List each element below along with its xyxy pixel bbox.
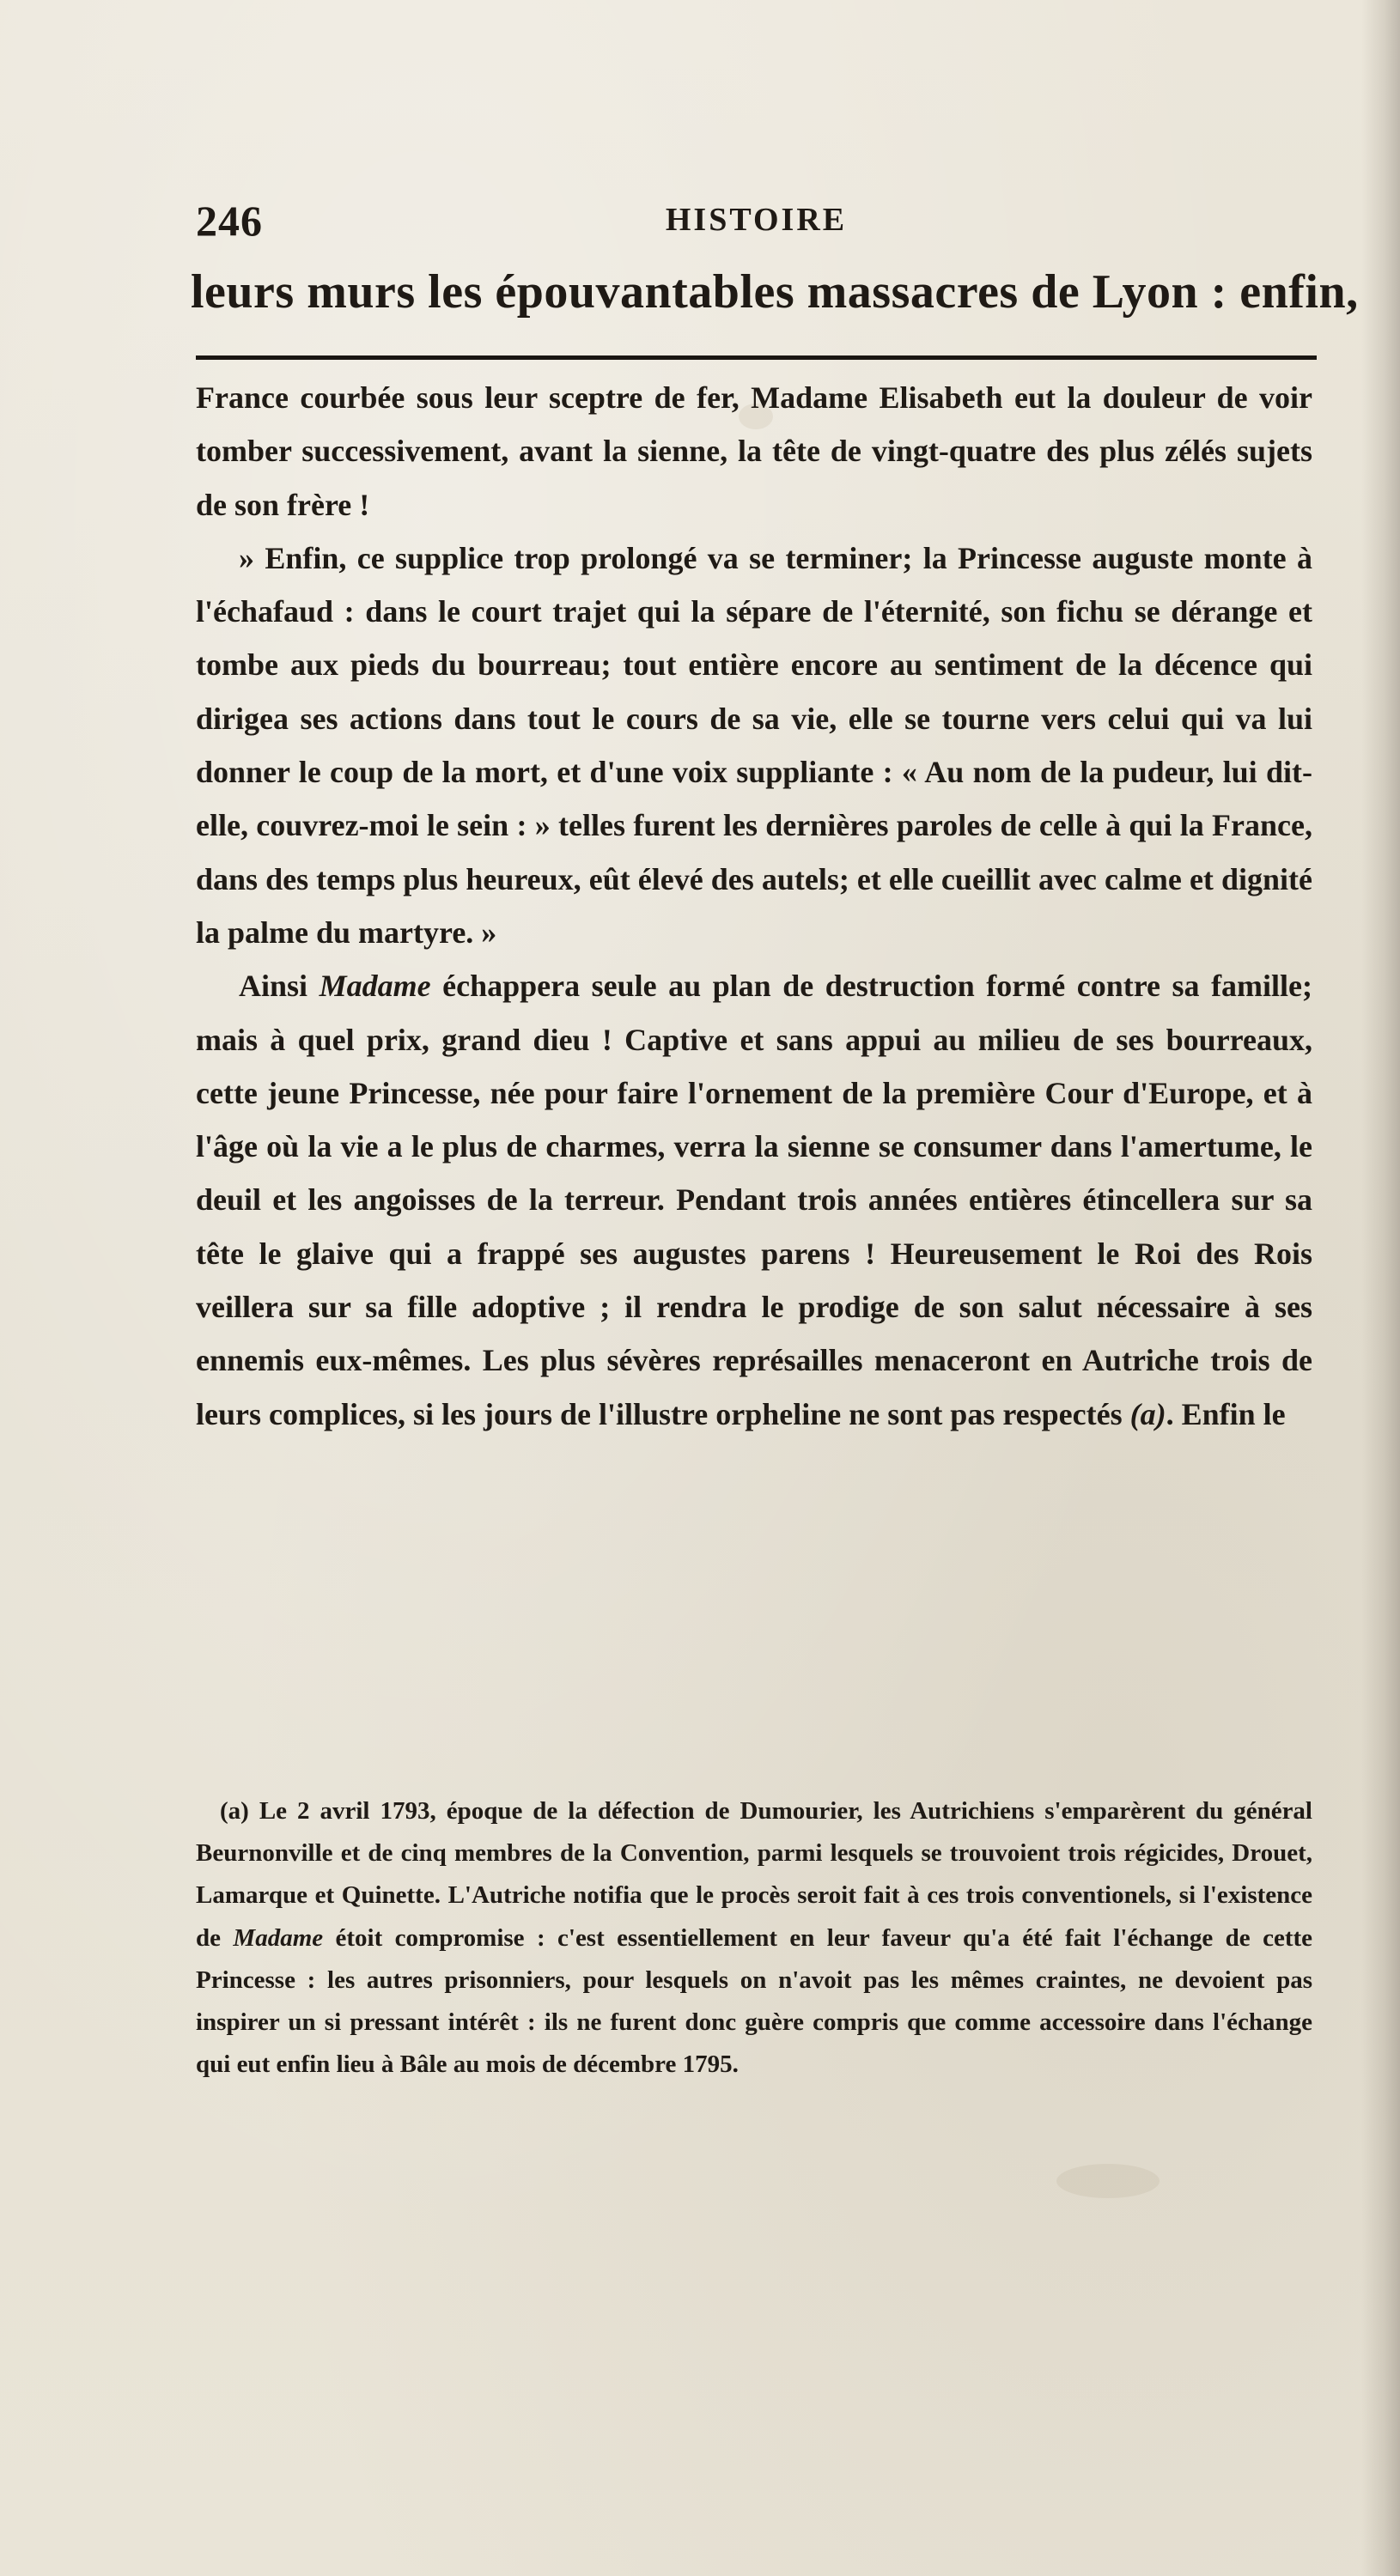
main-text — [196, 371, 1312, 1441]
page-number: 246 — [196, 197, 263, 245]
footnote-marker: (a) — [220, 1797, 249, 1825]
footnote-reference: (a) — [1129, 1396, 1166, 1431]
footnote-text: étoit compromise : c'est essentiellement en leur faveur qu'a été fait l'échange de cette Princesse : les autres prisonniers, pour lesquels on n'avoit pas les mêmes craintes, ne devoient pas inspirer un si pressant intérêt : ils ne furent donc guère compris que comme accessoire dans l'échange qui eut enfin lieu à Bâle au mois de décembre 1795. — [196, 1923, 1313, 2079]
italic-name: Madame — [319, 969, 431, 1004]
paragraph-text: échappera seule au plan de destruction formé contre sa famille; mais à quel prix, grand dieu ! Captive et sans appui au milieu de ses bourreaux, cette jeune Princesse, née pour faire l'ornement de la première Cour d'Europe, et à l'âge où la vie a le plus de charmes, verra la sienne se consumer dans l'amertume, le deuil et les angoisses de la terreur. Pendant trois années entières étincellera sur sa tête le glaive qui a frappé ses augustes parens ! Heureusement le Roi des Rois veillera sur sa fille adoptive ; il rendra le prodige de son salut nécessaire à ses ennemis eux-mêmes. Les plus sévères représailles menaceront en Autriche trois de leurs complices, si les jours de l'illustre orpheline ne sont pas respectés — [196, 969, 1313, 1431]
footnote — [196, 1790, 1312, 2086]
paragraph-text: Ainsi — [239, 969, 308, 1004]
paragraph-text: . Enfin le — [1166, 1396, 1286, 1431]
paragraph: France courbée sous leur sceptre de fer, Madame Elisabeth eut la douleur de voir tomber successivement, avant la sienne, la tête de vingt-quatre des plus zélés sujets de son frère ! — [196, 380, 1312, 522]
page-fold-shadow — [1361, 0, 1400, 2576]
lead-line: leurs murs les épouvantables massacres de Lyon : enfin, — [191, 265, 1359, 319]
page-header — [196, 196, 1317, 247]
paragraph — [196, 959, 1312, 1441]
footnote-text: Le 2 avril 1793, époque de la défection de Dumourier, les Autrichiens s'emparèrent du général Beurnonville et de cinq membres de la Convention, parmi lesquels se trouvoient trois régicides, Drouet, Lamarque et Quinette. L'Autriche notifia que le procès seroit fait à ces trois conventionels, si l'existence de — [196, 1797, 1312, 1952]
running-title: HISTOIRE — [665, 202, 848, 238]
paragraph: » Enfin, ce supplice trop prolongé va se terminer; la Princesse auguste monte à l'échafaud : dans le court trajet qui la sépare de l'éternité, son fichu se dérange et tombe aux pieds du bourreau; tout entière encore au sentiment de la décence qui dirigea ses actions dans tout le cours de sa vie, elle se tourne vers celui qui va lui donner le coup de la mort, et d'une voix suppliante : « Au nom de la pudeur, lui dit-elle, couvrez-moi le sein : » telles furent les dernières paroles de celle à qui la France, dans des temps plus heureux, eût élevé des autels; et elle cueillit avec calme et dignité la palme du martyre. » — [196, 540, 1312, 950]
footnote-paragraph — [196, 1790, 1312, 2086]
horizontal-rule — [196, 355, 1317, 360]
paper-stain — [1056, 2164, 1160, 2198]
italic-name: Madame — [233, 1923, 324, 1952]
